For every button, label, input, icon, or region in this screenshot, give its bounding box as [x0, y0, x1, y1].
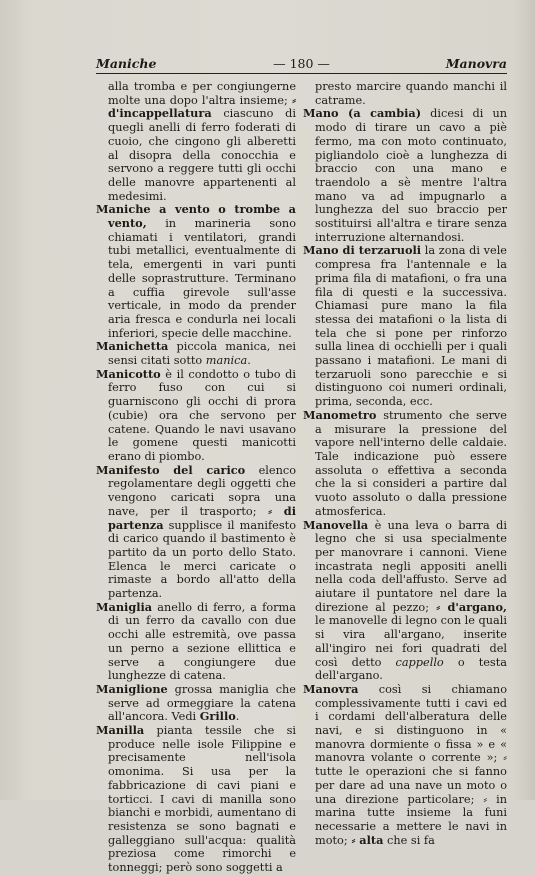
entry-text: pianta tessile che si produce nelle isole Filippine e precisamente nell'isola omonima. Si usa per la fabbricazione di cavi piani e torticci. I cavi di manilla sono bianchi e morbidi, aumentano di resistenza se sono bagnati e galleggiano sull'acqua: qualità preziosa come rimorchi e tonneggi; però sono soggetti a [108, 724, 296, 875]
left-column [96, 80, 296, 875]
page-number: — 180 — [273, 56, 330, 71]
entry-maniche-a-vento [96, 203, 296, 340]
entry-head: Manifesto del carico [96, 462, 246, 477]
entry-head: Manometro [303, 407, 377, 422]
entry-italic: cappello [395, 655, 444, 669]
entry-text: elenco regolamentare degli oggetti che vengono caricati sopra una nave, per il trasporto; [108, 463, 297, 518]
entry-text: così si chiamano complessivamente tutti i cavi ed i cordami dell'alberatura delle navi, e si distinguono in « manovra dormiente o fissa » e « manovra volante o corrente »; ⸗ tutte le operazioni che si fanno per dare ad una nave un moto o una direzione particolare; ⸗ in marina tutte insieme la funi necessarie a mettere le navi in moto; [315, 682, 507, 847]
entry-text: dicesi di un modo di tirare un cavo a piè fermo, ma con moto continuato, pigliandolo cioè a lunghezza di braccio con una mano e traendolo a sè mentre l'altra mano va ad impugnarlo a lunghezza del suo braccio per sostituirsi all'altra e tirare senza interruzione alternandosi. [315, 107, 507, 244]
cross-reference: Grillo [199, 709, 236, 724]
entry-text: strumento che serve a misurare la pressione del vapore nell'interno delle caldaie. Tale indicazione può essere assoluta o effettiva a seconda che la si consideri a partire dal vuoto assoluto o dalla pressione atmosferica. [315, 408, 507, 518]
header-rule [96, 73, 507, 74]
entry-manometro [303, 409, 507, 519]
entry-text: in marineria sono chiamati i ventilatori, grandi tubi metallici, eventualmente di tela, emergenti in vari punti delle soprastrutture. Terminano a cuffia girevole sull'asse verticale, in modo da prender aria fresca e condurla nei locali inferiori, specie delle macchine. [108, 217, 296, 340]
entry-manilla [96, 724, 296, 875]
continuation-paragraph: presto marcire quando manchi il catrame. [315, 80, 507, 107]
entry-mano-a-cambia [303, 107, 507, 244]
header-right-word: Manovra [445, 56, 507, 71]
entry-italic: manica [205, 354, 248, 368]
entry-head: Mano (a cambia) [303, 106, 422, 121]
entry-manovella: Manovella è una leva o barra di legno che si usa specialmente per manovrare i cannoni. Viene incastrata negli appositi anelli nella coda dell'affusto. Serve ad aiutare il puntatore nel dare la direzione al pezzo; ⸗ d'argano, le manovelle di legno con le quali si vira all'argano, inserite all'ingiro nei fori quadrati del così detto cappello o testa dell'argano. [303, 517, 507, 683]
entry-head: Maniche a vento o trombe a vento, [96, 202, 296, 231]
entry-text: piccola manica, nei sensi citati sotto [108, 340, 296, 368]
subentry-head: ⸗ alta [347, 832, 384, 847]
entry-text: è una leva o barra di legno che si usa specialmente per manovrare i cannoni. Viene incastrata negli appositi anelli nella coda dell'affusto. Serve ad aiutare il puntatore nel dare la direzione al pezzo; [315, 518, 507, 614]
entry-manifesto-del-carico: Manifesto del carico elenco regolamentare degli oggetti che vengono caricati sopra una nave, per il trasporto; ⸗ di partenza supplisce il manifesto di carico quando il bastimento è partito da un porto dello Stato. Elenca le merci caricate o rimaste a bordo all'atto della partenza. [96, 462, 297, 601]
subentry-head: ⸗ di partenza [108, 503, 296, 532]
entry-manicotto [96, 368, 296, 464]
entry-text: anello di ferro, a forma di un ferro da cavallo con due occhi alle estremità, ove passa un perno a sezione ellittica e serve a congiungere due lunghezze di catena. [108, 600, 296, 683]
entry-head: Manilla [96, 723, 145, 738]
subentry-head: ⸗ d'argano, [429, 599, 507, 614]
right-column [303, 80, 507, 847]
entry-head: Manovella [303, 517, 369, 532]
entry-text: grossa maniglia che serve ad ormeggiare la catena all'ancora. Vedi [108, 682, 296, 724]
entry-text: è il condotto o tubo di ferro fuso con cui si guarniscono gli occhi di prora (cubie) ora che servono per catene. Quando le navi usavano le gomene questi manicotti erano di piombo. [108, 367, 296, 463]
entry-head: Maniglia [96, 599, 153, 614]
entry-maniglia [96, 601, 296, 683]
entry-head: Manovra [303, 681, 359, 696]
entry-head: Manicotto [96, 366, 161, 381]
entry-mano-di-terzaruoli [303, 244, 507, 408]
entry-manovra: Manovra così si chiamano complessivamente tutti i cavi ed i cordami dell'alberatura delle navi, e si distinguono in « manovra dormiente o fissa » e « manovra volante o corrente »; ⸗ tutte le operazioni che si fanno per dare ad una nave un moto o una direzione particolare; ⸗ in marina tutte insieme la funi necessarie a mettere le navi in moto; ⸗ alta che si fa [303, 681, 507, 847]
entry-head: Manichetta [96, 339, 169, 354]
entry-head: Maniglione [96, 681, 168, 696]
entry-text: la zona di vele compresa fra l'antennale e la prima fila di matafioni, o fra una fila di questi e la successiva. Chiamasi pure mano la fila stessa dei matafioni o la lista di tela che si pone per rinforzo sulla linea di occhielli per i quali passano i matafioni. Le mani di terzaruoli sono parecchie e si distinguono coi numeri ordinali, prima, seconda, ecc. [315, 244, 507, 409]
entry-head: Mano di terzaruoli [303, 243, 422, 258]
header-left-word: Maniche [96, 56, 157, 71]
entry-manichetta: Manichetta piccola manica, nei sensi citati sotto manica. [96, 339, 296, 368]
entry-maniglione: Maniglione grossa maniglia che serve ad ormeggiare la catena all'ancora. Vedi Grillo. [96, 681, 296, 724]
subentry-head: d'incappellatura [108, 106, 212, 121]
continuation-paragraph: alla tromba e per congiungerne molte una dopo l'altra insieme; ⸗ d'incappellatura ciascuno di quegli anelli di ferro foderati di cuoio, che cingono gli alberetti al disopra della conocchia e servono a reggere tutti gli occhi delle manovre appartenenti al medesimi. [108, 80, 296, 203]
